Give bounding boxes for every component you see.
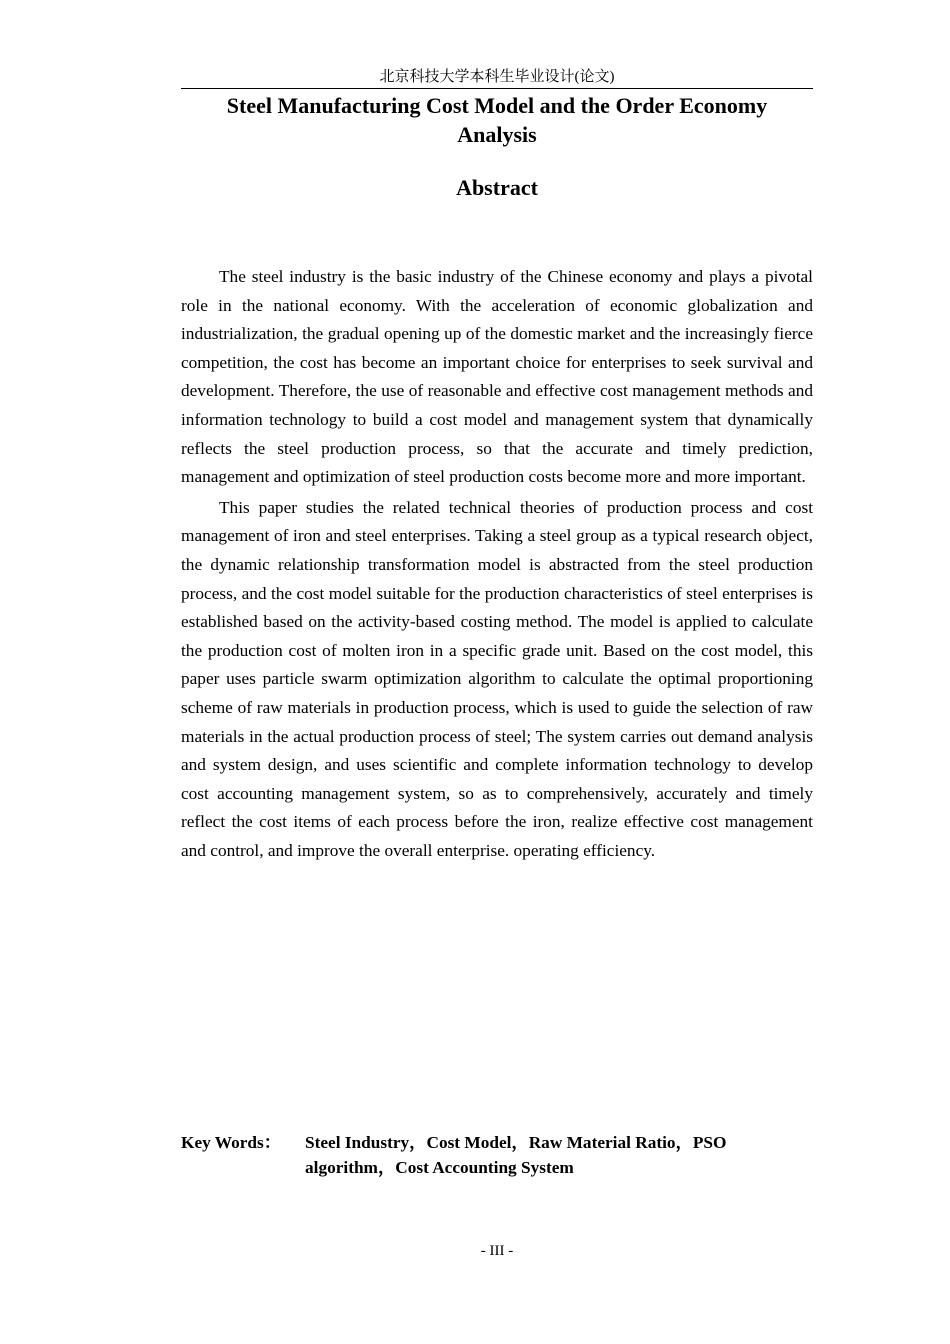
keywords-list: Steel Industry，Cost Model，Raw Material Ratio，PSO algorithm，Cost Accounting System: [305, 1133, 727, 1177]
keywords-section: [181, 1131, 813, 1180]
abstract-paragraph-1: The steel industry is the basic industry of the Chinese economy and plays a pivotal role in the national economy. With the acceleration of economic globalization and industrialization, the gradual opening up of the domestic market and the increasingly fierce competition, the cost has become an important choice for enterprises to seek survival and development. Therefore, the use of reasonable and effective cost management methods and information technology to build a cost model and management system that dynamically reflects the steel production process, so that the accurate and timely prediction, management and optimization of steel production costs become more and more important.: [181, 267, 813, 487]
page-number: - III -: [480, 1243, 514, 1259]
paper-title-line-1: Steel Manufacturing Cost Model and the Order Economy: [226, 93, 768, 118]
abstract-heading: Abstract: [456, 175, 538, 200]
paper-title-line-2: Analysis: [457, 122, 537, 147]
abstract-paragraph-2: This paper studies the related technical theories of production process and cost management of iron and steel enterprises. Taking a steel group as a typical research object, the dynamic relationship transformation model is abstracted from the steel production process, and the cost model suitable for the production characteristics of steel enterprises is established based on the activity-based costing method. The model is applied to calculate the production cost of molten iron in a specific grade unit. Based on the cost model, this paper uses particle swarm optimization algorithm to calculate the optimal proportioning scheme of raw materials in production process, which is used to guide the selection of raw materials in the actual production process of steel; The system carries out demand analysis and system design, and uses scientific and complete information technology to develop cost accounting management system, so as to comprehensively, accurately and timely reflect the cost items of each process before the iron, realize effective cost management and control, and improve the overall enterprise. operating efficiency.: [181, 497, 813, 860]
abstract-body: [181, 263, 813, 867]
paper-title: [181, 91, 813, 149]
keywords-label: Key Words：: [181, 1133, 282, 1152]
running-header: 北京科技大学本科生毕业设计(论文): [181, 67, 813, 89]
